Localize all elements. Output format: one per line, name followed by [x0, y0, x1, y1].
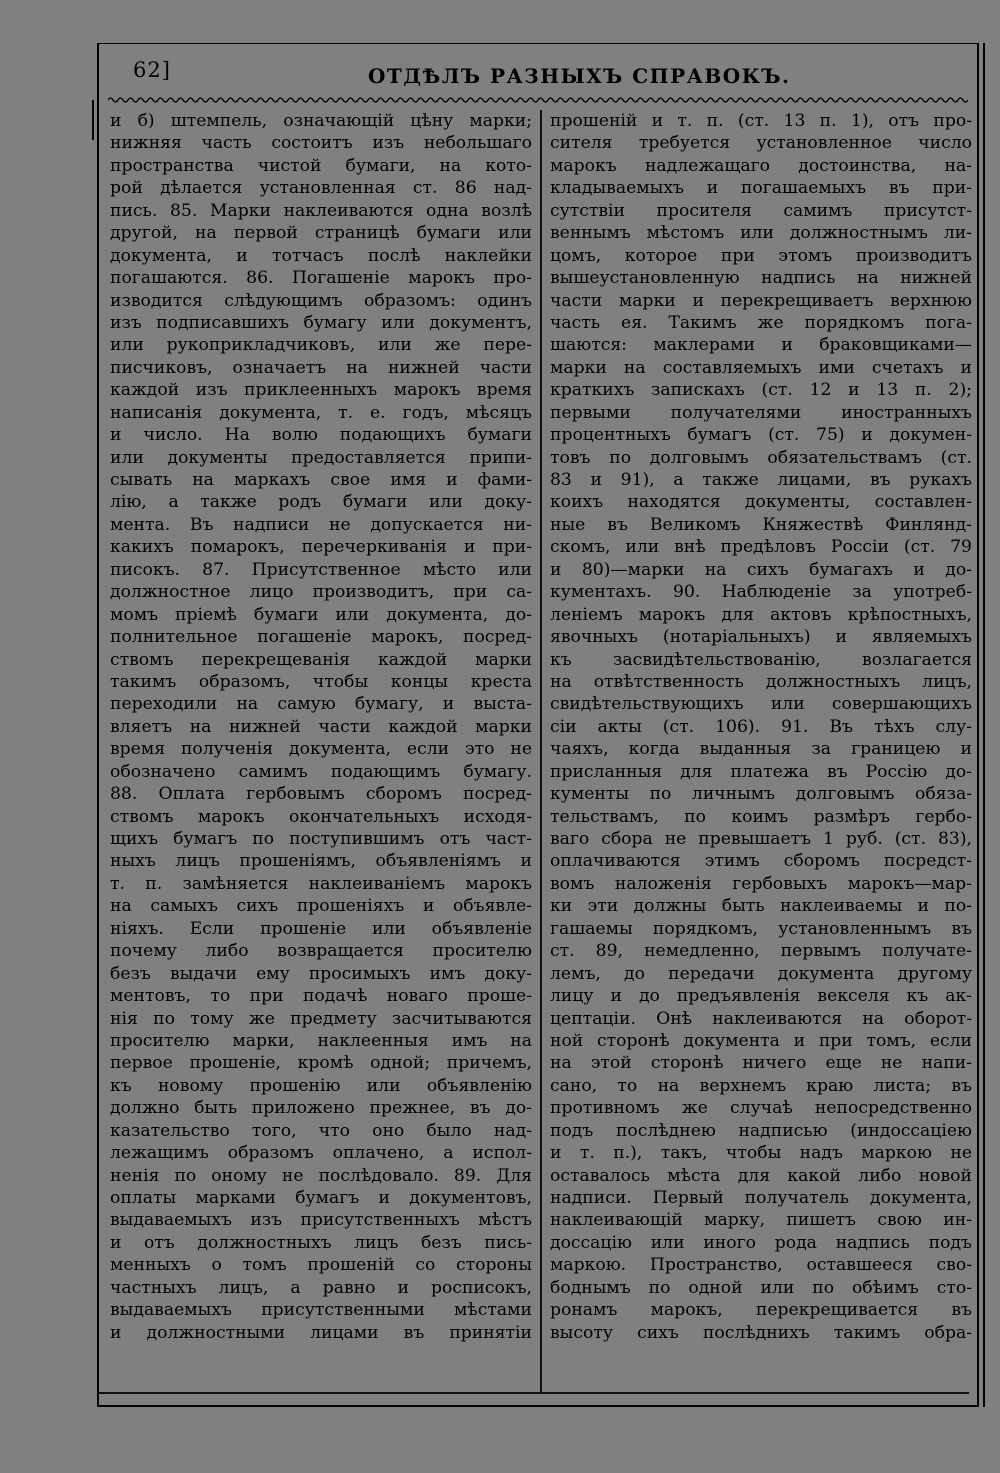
- text-line: марокъ надлежащаго достоинства, на-: [550, 155, 972, 176]
- text-line: написанія документа, т. е. годъ, мѣсяцъ: [110, 402, 532, 423]
- text-line: писокъ. 87. Присутственное мѣсто или: [110, 559, 532, 580]
- text-line: сителя требуется установленное число: [550, 133, 972, 154]
- text-line: наклеивающій марку, пишетъ свою ин-: [550, 1210, 972, 1231]
- text-line: переходили на самую бумагу, и выста-: [110, 694, 532, 715]
- text-line: ніяхъ. Если прошеніе или объявленіе: [110, 918, 532, 939]
- text-line: ной сторонѣ документа и при томъ, если: [550, 1030, 972, 1051]
- text-line: другой, на первой страницѣ бумаги или: [110, 223, 532, 244]
- text-line: оставалось мѣста для какой либо новой: [550, 1165, 972, 1186]
- text-line: доссацію или иного рода надпись подъ: [550, 1232, 972, 1253]
- text-line: ст. 89, немедленно, первымъ получате-: [550, 941, 972, 962]
- text-line: процентныхъ бумагъ (ст. 75) и докумен-: [550, 425, 972, 446]
- text-line: ствомъ перекрещеванія каждой марки: [110, 649, 532, 670]
- text-line: ронамъ марокъ, перекрещивается въ: [550, 1300, 972, 1321]
- text-line: и число. На волю подающихъ бумаги: [110, 425, 532, 446]
- text-line: цептаціи. Онѣ наклеиваются на оборот-: [550, 1008, 972, 1029]
- text-line: выдаваемыхъ присутственными мѣстами: [110, 1300, 532, 1321]
- text-line: коихъ находятся документы, составлен-: [550, 492, 972, 513]
- text-line: и т. п.), такъ, чтобы надъ маркою не: [550, 1143, 972, 1164]
- text-line: выдаваемыхъ изъ присутственныхъ мѣстъ: [110, 1210, 532, 1231]
- text-line: документа, и тотчасъ послѣ наклейки: [110, 245, 532, 266]
- text-line: первое прошеніе, кромѣ одной; причемъ,: [110, 1053, 532, 1074]
- text-line: лежащимъ образомъ оплачено, а испол-: [110, 1143, 532, 1164]
- text-line: вышеустановленную надпись на нижней: [550, 268, 972, 289]
- column-divider: [540, 110, 542, 1392]
- text-line: кладываемыхъ и погашаемыхъ въ при-: [550, 178, 972, 199]
- text-line: марки на составляемыхъ ими счетахъ и: [550, 357, 972, 378]
- text-line: гашаемы порядкомъ, установленнымъ въ: [550, 918, 972, 939]
- text-line: казательство того, что оно было над-: [110, 1120, 532, 1141]
- text-line: подъ послѣднею надписью (индоссаціею: [550, 1120, 972, 1141]
- text-line: вомъ наложенія гербовыхъ марокъ—мар-: [550, 873, 972, 894]
- text-line: и отъ должностныхъ лицъ безъ пись-: [110, 1232, 532, 1253]
- text-line: или документы предоставляется припи-: [110, 447, 532, 468]
- text-line: полнительное погашеніе марокъ, посред-: [110, 627, 532, 648]
- text-line: время полученія документа, если это не: [110, 739, 532, 760]
- text-line: къ засвидѣтельствованію, возлагается: [550, 649, 972, 670]
- text-line: 88. Оплата гербовымъ сборомъ посред-: [110, 784, 532, 805]
- text-line: или рукоприкладчиковъ, или же пере-: [110, 335, 532, 356]
- text-line: нія по тому же предмету засчитываются: [110, 1008, 532, 1029]
- text-line: ствомъ марокъ окончательныхъ исходя-: [110, 806, 532, 827]
- text-line: ненія по оному не послѣдовало. 89. Для: [110, 1165, 532, 1186]
- text-line: должно быть приложено прежнее, въ до-: [110, 1098, 532, 1119]
- text-line: писчиковъ, означаетъ на нижней части: [110, 357, 532, 378]
- text-line: тельствамъ, по коимъ размѣръ гербо-: [550, 806, 972, 827]
- text-line: погашаются. 86. Погашеніе марокъ про-: [110, 268, 532, 289]
- text-line: изводится слѣдующимъ образомъ: одинъ: [110, 290, 532, 311]
- left-column: [110, 110, 532, 1344]
- text-line: первыми получателями иностранныхъ: [550, 402, 972, 423]
- page-number: 62]: [133, 58, 171, 82]
- text-line: такимъ образомъ, чтобы концы креста: [110, 671, 532, 692]
- text-line: краткихъ запискахъ (ст. 12 и 13 п. 2);: [550, 380, 972, 401]
- text-line: товъ по долговымъ обязательствамъ (ст.: [550, 447, 972, 468]
- text-line: каждой изъ приклеенныхъ марокъ время: [110, 380, 532, 401]
- text-line: 83 и 91), а также лицами, въ рукахъ: [550, 470, 972, 490]
- text-line: ныхъ лицъ прошеніямъ, объявленіямъ и: [110, 851, 532, 872]
- text-line: оплаты марками бумагъ и документовъ,: [110, 1188, 532, 1208]
- text-line: цомъ, которое при этомъ производитъ: [550, 245, 972, 266]
- text-line: мента. Въ надписи не допускается ни-: [110, 514, 532, 535]
- text-line: частныхъ лицъ, а равно и росписокъ,: [110, 1277, 532, 1298]
- text-line: лію, а также родъ бумаги или доку-: [110, 492, 532, 513]
- text-line: сывать на маркахъ свое имя и фами-: [110, 470, 532, 490]
- text-line: вляетъ на нижней части каждой марки: [110, 716, 532, 737]
- text-line: сіи акты (ст. 106). 91. Въ тѣхъ слу-: [550, 716, 972, 737]
- text-line: оплачиваются этимъ сборомъ посредст-: [550, 851, 972, 872]
- text-line: сано, то на верхнемъ краю листа; въ: [550, 1075, 972, 1096]
- text-line: высоту сихъ послѣднихъ такимъ обра-: [550, 1322, 972, 1343]
- text-line: просителю марки, наклеенныя имъ на: [110, 1030, 532, 1051]
- text-line: кументы по личнымъ долговымъ обяза-: [550, 784, 972, 805]
- text-line: пространства чистой бумаги, на кото-: [110, 155, 532, 176]
- text-line: и б) штемпель, означающій цѣну марки;: [110, 111, 532, 131]
- text-line: лемъ, до передачи документа другому: [550, 963, 972, 984]
- text-line: леніемъ марокъ для актовъ крѣпостныхъ,: [550, 604, 972, 625]
- text-line: ные въ Великомъ Княжествѣ Финлянд-: [550, 514, 972, 535]
- text-line: рой дѣлается установленная ст. 86 над-: [110, 178, 532, 199]
- frame-left-rule: [92, 100, 94, 140]
- bottom-rule: [99, 1392, 969, 1394]
- text-line: на самыхъ сихъ прошеніяхъ и объявле-: [110, 896, 532, 917]
- text-line: щихъ бумагъ по поступившимъ отъ част-: [110, 829, 532, 849]
- text-line: нижняя часть состоитъ изъ небольшаго: [110, 133, 532, 154]
- text-line: изъ подписавшихъ бумагу или документъ,: [110, 312, 532, 333]
- text-line: маркою. Пространство, оставшееся сво-: [550, 1255, 972, 1276]
- text-line: чаяхъ, когда выданныя за границею и: [550, 739, 972, 760]
- text-line: на этой сторонѣ ничего еще не напи-: [550, 1053, 972, 1074]
- text-line: надписи. Первый получатель документа,: [550, 1188, 972, 1208]
- text-line: явочныхъ (нотаріальныхъ) и являемыхъ: [550, 627, 972, 648]
- text-line: противномъ же случаѣ непосредственно: [550, 1098, 972, 1119]
- text-line: скомъ, или внѣ предѣловъ Россіи (ст. 79: [550, 537, 972, 558]
- text-line: часть ея. Такимъ же порядкомъ пога-: [550, 312, 972, 333]
- text-line: безъ выдачи ему просимыхъ имъ доку-: [110, 963, 532, 984]
- text-line: шаются: маклерами и браковщиками—: [550, 335, 972, 356]
- text-line: т. п. замѣняется наклеиваніемъ марокъ: [110, 873, 532, 894]
- text-line: веннымъ мѣстомъ или должностнымъ ли-: [550, 223, 972, 244]
- text-line: кументахъ. 90. Наблюденіе за употреб-: [550, 582, 972, 603]
- header-wavy-rule: [108, 96, 968, 104]
- text-line: ментовъ, то при подачѣ новаго проше-: [110, 986, 532, 1007]
- text-line: пись. 85. Марки наклеиваются одна возлѣ: [110, 200, 532, 221]
- text-line: момъ пріемѣ бумаги или документа, до-: [110, 604, 532, 625]
- text-line: и 80)—марки на сихъ бумагахъ и до-: [550, 559, 972, 580]
- running-head: ОТДѢЛЪ РАЗНЫХЪ СПРАВОКЪ.: [368, 64, 791, 88]
- text-line: должностное лицо производитъ, при са-: [110, 582, 532, 603]
- text-line: на отвѣтственность должностныхъ лицъ,: [550, 671, 972, 692]
- text-line: части марки и перекрещиваетъ верхнюю: [550, 290, 972, 311]
- text-line: свидѣтельствующихъ или совершающихъ: [550, 694, 972, 715]
- text-line: прошеній и т. п. (ст. 13 п. 1), отъ про-: [550, 111, 972, 131]
- text-line: сутствіи просителя самимъ присутст-: [550, 200, 972, 221]
- text-line: обозначено самимъ подающимъ бумагу.: [110, 761, 532, 782]
- text-line: лицу и до предъявленія векселя къ ак-: [550, 986, 972, 1007]
- text-line: присланныя для платежа въ Россію до-: [550, 761, 972, 782]
- text-line: къ новому прошенію или объявленію: [110, 1075, 532, 1096]
- text-line: менныхъ о томъ прошеній со стороны: [110, 1255, 532, 1276]
- text-line: почему либо возвращается просителю: [110, 941, 532, 962]
- text-line: боднымъ по одной или по обѣимъ сто-: [550, 1277, 972, 1298]
- right-column: [550, 110, 972, 1344]
- text-line: и должностными лицами въ принятіи: [110, 1322, 532, 1343]
- frame-right-rule: [983, 43, 985, 1407]
- text-line: какихъ помарокъ, перечеркиванія и при-: [110, 537, 532, 558]
- text-line: ваго сбора не превышаетъ 1 руб. (ст. 83),: [550, 829, 972, 849]
- text-line: ки эти должны быть наклеиваемы и по-: [550, 896, 972, 917]
